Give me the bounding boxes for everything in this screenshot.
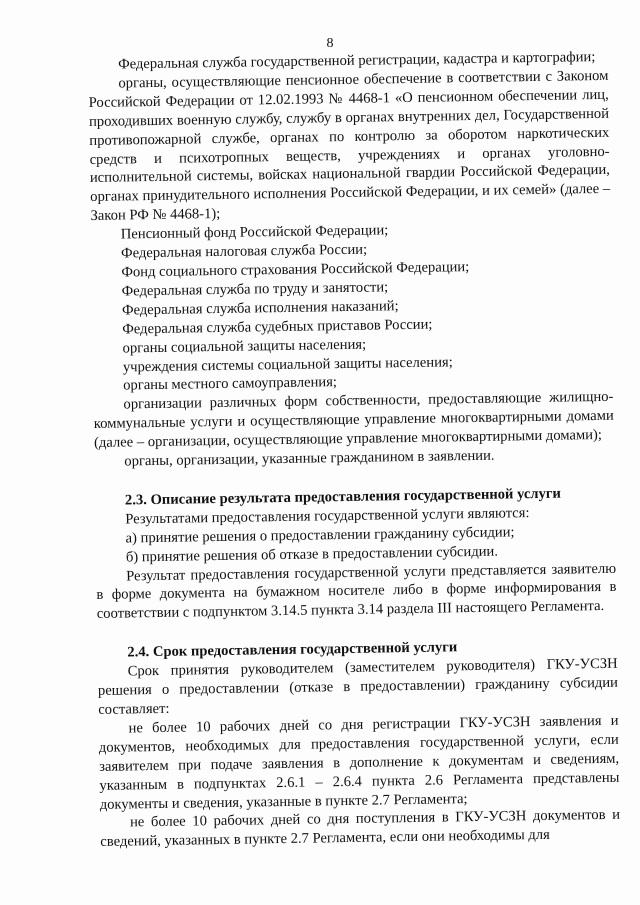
paragraph: Результат предоставления государственной услуги представляется заявителю в форме документа на бумажном носителе либо в форме информирования в соответствии с подпунктом 3.14.5 пункта 3.14 раздела III настоящего Регламента. xyxy=(96,560,617,623)
section-heading-2-4: 2.4. Срок предоставления государственной услуги xyxy=(127,639,458,661)
list-item: учреждения системы социальной защиты населения; xyxy=(122,353,453,375)
page-number: 8 xyxy=(326,36,334,51)
list-item: органы местного самоуправления; xyxy=(123,374,338,394)
section-heading-2-3: 2.3. Описание результата предоставления государственной услуги xyxy=(124,485,562,509)
paragraph: организации различных форм собственности, предоставляющие жилищно-коммунальные услуги и осуществляющие управление многоквартирными домами (далее – организации, осуществляющие управление многоквартирными домами); xyxy=(93,389,614,452)
paragraph: Федеральная служба государственной регистрации, кадастра и картографии; xyxy=(118,49,596,73)
list-item: Федеральная служба по труду и занятости; xyxy=(121,279,389,300)
list-item-b: б) принятие решения об отказе в предоставлении субсидии. xyxy=(125,543,499,566)
list-item: органы социальной защиты населения; xyxy=(122,336,367,357)
paragraph: Результатами предоставления государственной услуги являются: xyxy=(125,504,530,528)
list-item: Федеральная служба судебных приставов России; xyxy=(122,316,433,338)
paragraph: Срок принятия руководителем (заместителем руководителя) ГКУ-УСЗН решения о предоставлении (отказе в предоставлении) гражданину субсидии составляет: xyxy=(97,655,619,718)
list-item: Федеральная налоговая служба России; xyxy=(120,241,368,262)
list-item: Федеральная служба исполнения наказаний; xyxy=(121,297,399,319)
paragraph: органы, осуществляющие пенсионное обеспечение в соответствии с Законом Российской Федерации от 12.02.1993 № 4468-1 «О пенсионном обеспечении лиц, проходивших военную службу, службу в органах внутренних дел, Государственной противопожарной службе, органах по контролю за оборотом наркотических средств и психотропных веществ, учреждениях и органах уголовно-исполнительной системы, войсках национальной гвардии Российской Федерации, органах принудительного исполнения Российской Федерации, и их семей» (далее – Закон РФ № 4468-1); xyxy=(88,67,611,225)
list-item-a: а) принятие решения о предоставлении гражданину субсидии; xyxy=(125,524,515,547)
list-item: Фонд социального страхования Российской Федерации; xyxy=(121,259,470,281)
list-item: органы, организации, указанные гражданином в заявлении. xyxy=(124,447,495,470)
paragraph: не более 10 рабочих дней со дня поступления в ГКУ-УСЗН документов и сведений, указанных в пункте 2.7 Регламента, если они необходимы для xyxy=(100,807,621,851)
paragraph: не более 10 рабочих дней со дня регистрации ГКУ-УСЗН заявления и документов, необходимых для предоставления государственной услуги, если заявителем при подаче заявления в дополнение к документам и сведениям, указанным в подпунктах 2.6.1 – 2.6.4 пункта 2.6 Регламента представлены документы и сведения, указанные в пункте 2.7 Регламента; xyxy=(98,712,620,813)
document-body xyxy=(88,48,620,852)
list-item: Пенсионный фонд Российской Федерации; xyxy=(120,222,389,243)
